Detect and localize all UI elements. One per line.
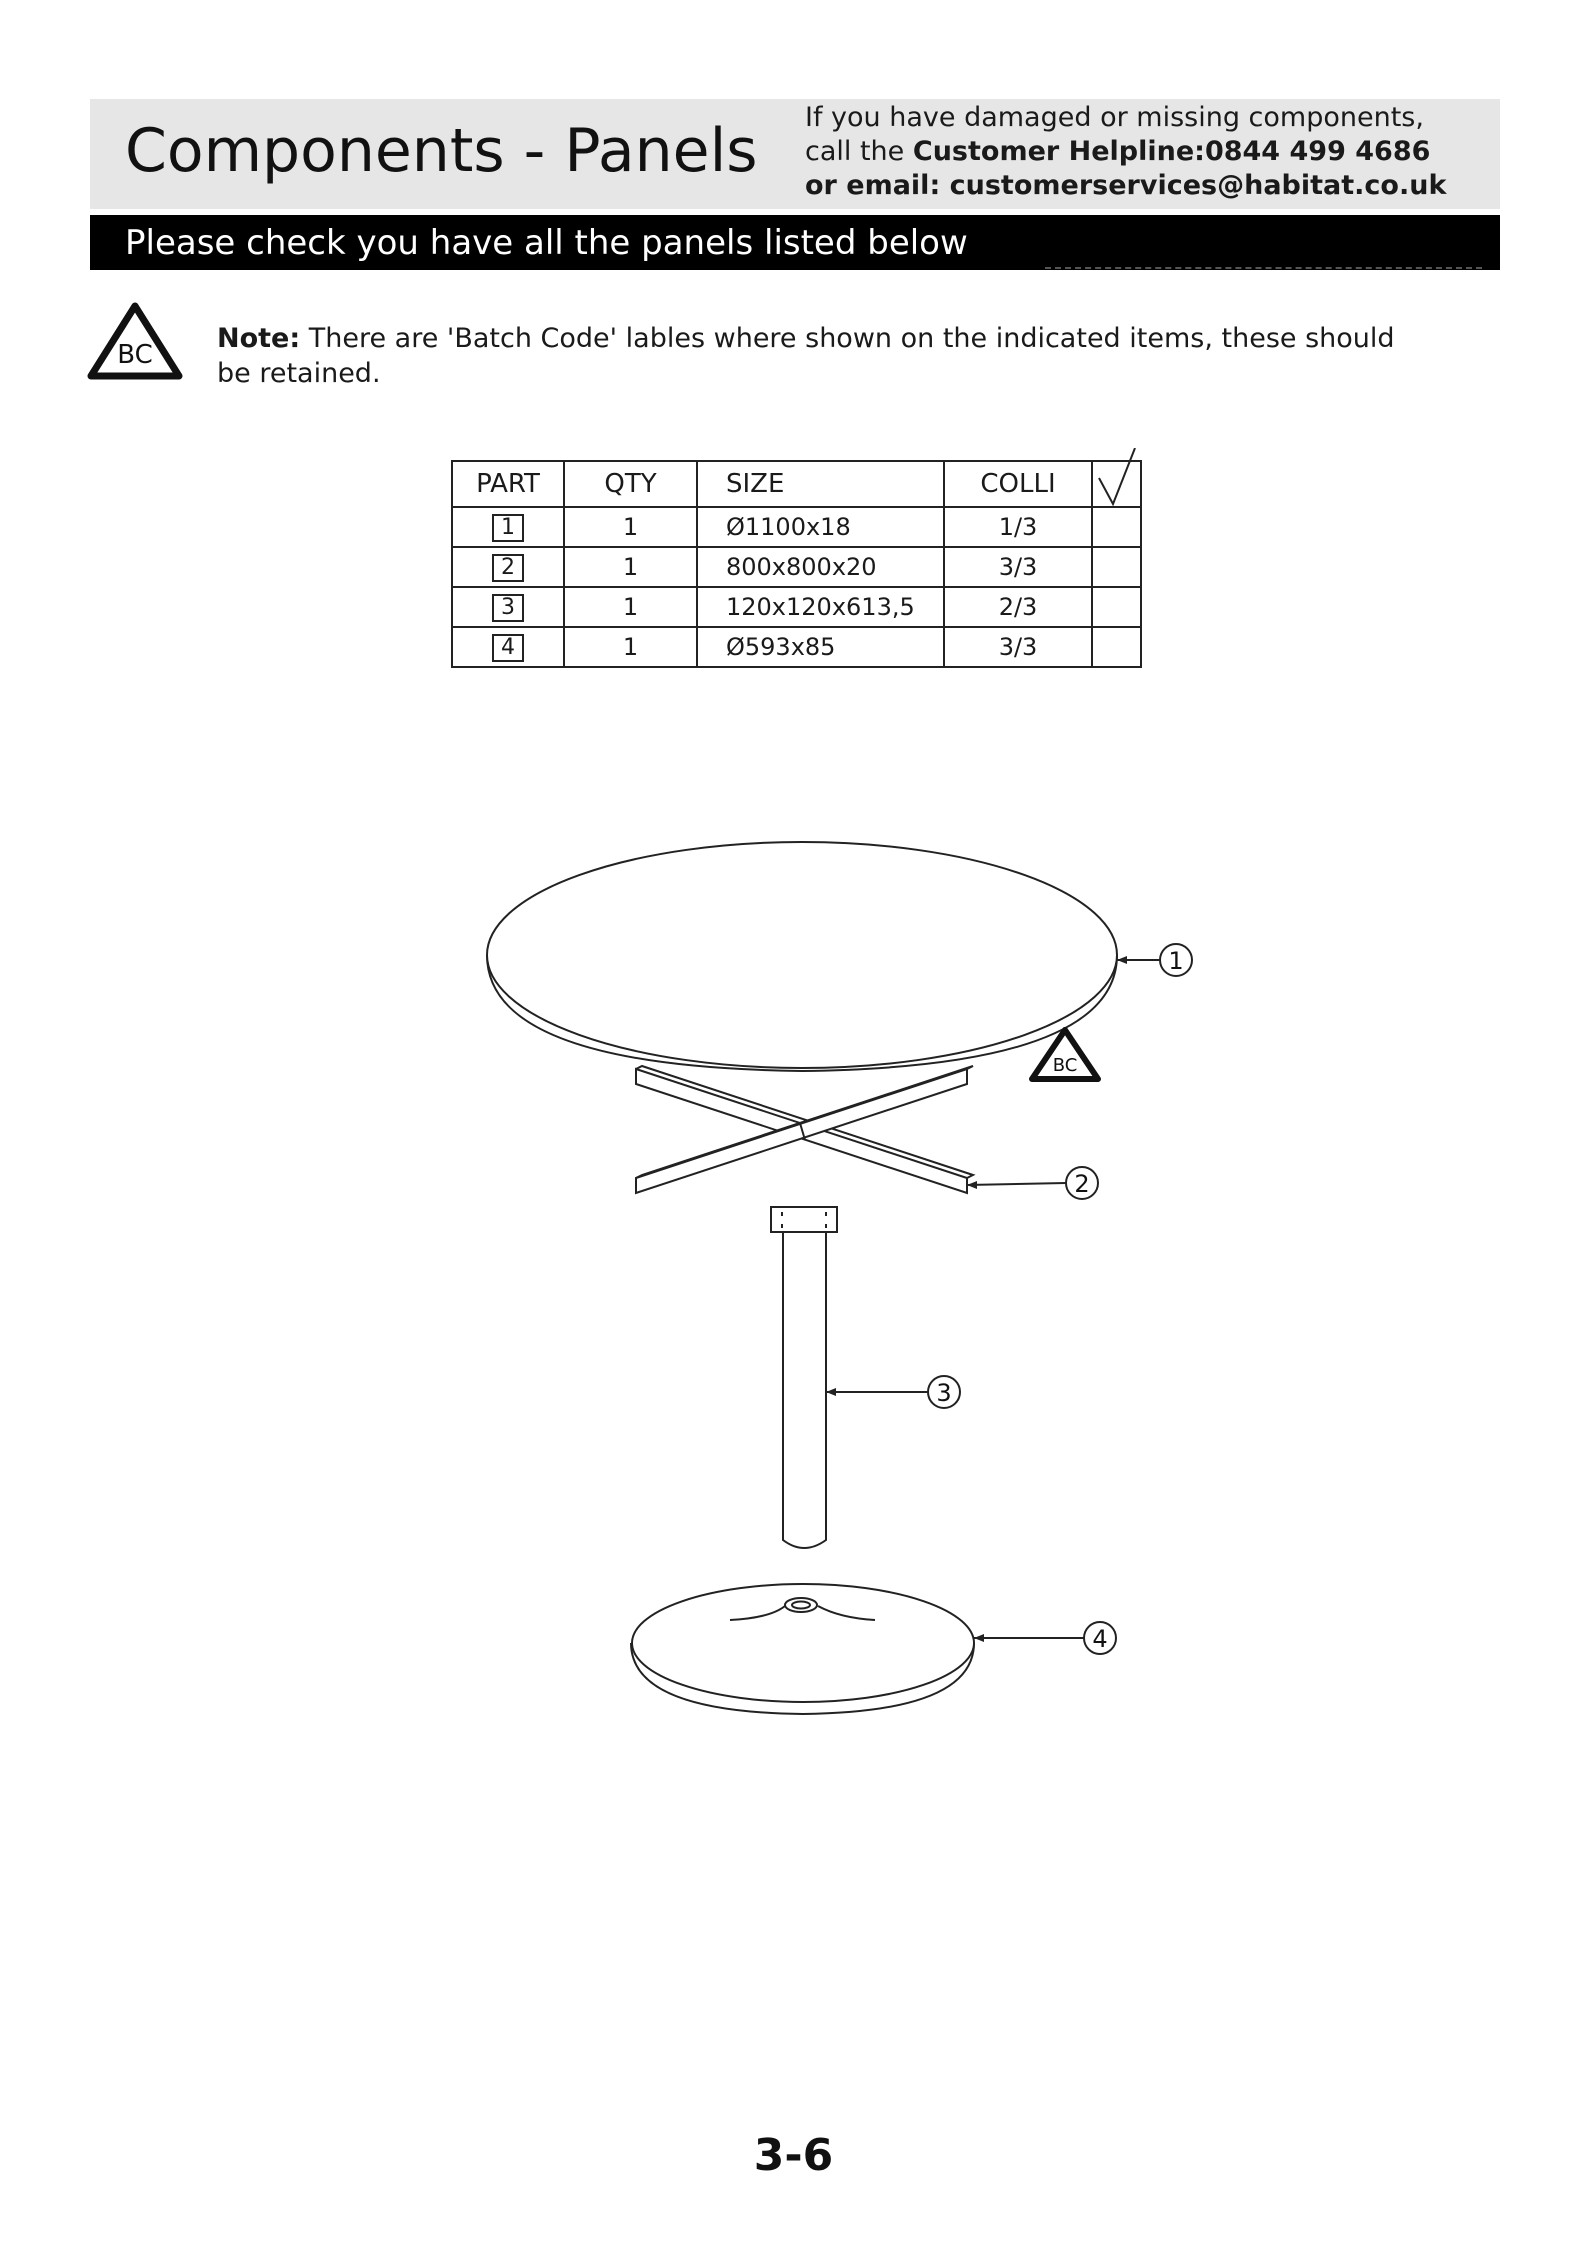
- batch-code-marker-icon: [1032, 1030, 1098, 1079]
- callout-1-label: 1: [1168, 947, 1184, 975]
- banner-text: Please check you have all the panels listed below: [125, 223, 968, 263]
- leader-line-2: [967, 1183, 1066, 1185]
- part-number: 1: [492, 514, 524, 542]
- callout-1: [1160, 944, 1192, 976]
- note-text: There are 'Batch Code' lables where shown on the indicated items, these should be retained.: [217, 323, 1395, 389]
- header-size: SIZE: [697, 461, 944, 507]
- callout-3-label: 3: [936, 1379, 952, 1407]
- batch-code-marker-text: BC: [1052, 1055, 1078, 1076]
- size-cell: 120x120x613,5: [697, 587, 944, 627]
- colli-cell: 1/3: [944, 507, 1092, 547]
- colli-cell: 2/3: [944, 587, 1092, 627]
- qty-cell: 1: [564, 627, 697, 667]
- part-number: 2: [492, 554, 524, 582]
- part-number: 4: [492, 634, 524, 662]
- header-part: PART: [452, 461, 564, 507]
- qty-cell: 1: [564, 507, 697, 547]
- tabletop-part: [487, 842, 1117, 1071]
- callout-4: [1084, 1622, 1116, 1654]
- size-cell: Ø593x85: [697, 627, 944, 667]
- colli-cell: 3/3: [944, 547, 1092, 587]
- size-cell: 800x800x20: [697, 547, 944, 587]
- contact-prefix: call the: [805, 136, 905, 167]
- contact-email: or email: customerservices@habitat.co.uk: [805, 170, 1447, 201]
- contact-line-1: If you have damaged or missing components,: [805, 102, 1424, 133]
- qty-cell: 1: [564, 547, 697, 587]
- header-colli: COLLI: [944, 461, 1092, 507]
- part-number: 3: [492, 594, 524, 622]
- callout-2: [1066, 1167, 1098, 1199]
- round-base-part: [631, 1584, 974, 1714]
- callout-2-label: 2: [1074, 1170, 1090, 1198]
- note-label: Note:: [217, 323, 301, 354]
- column-part: [771, 1207, 837, 1548]
- page-number: 3-6: [753, 2130, 834, 2181]
- callout-4-label: 4: [1092, 1625, 1108, 1653]
- customer-helpline: Customer Helpline:0844 499 4686: [912, 136, 1431, 167]
- size-cell: Ø1100x18: [697, 507, 944, 547]
- batch-code-badge-text: BC: [117, 340, 153, 370]
- callout-3: [928, 1376, 960, 1408]
- header-qty: QTY: [564, 461, 697, 507]
- qty-cell: 1: [564, 587, 697, 627]
- colli-cell: 3/3: [944, 627, 1092, 667]
- cross-base-part: [636, 1066, 973, 1193]
- page-title: Components - Panels: [125, 116, 758, 186]
